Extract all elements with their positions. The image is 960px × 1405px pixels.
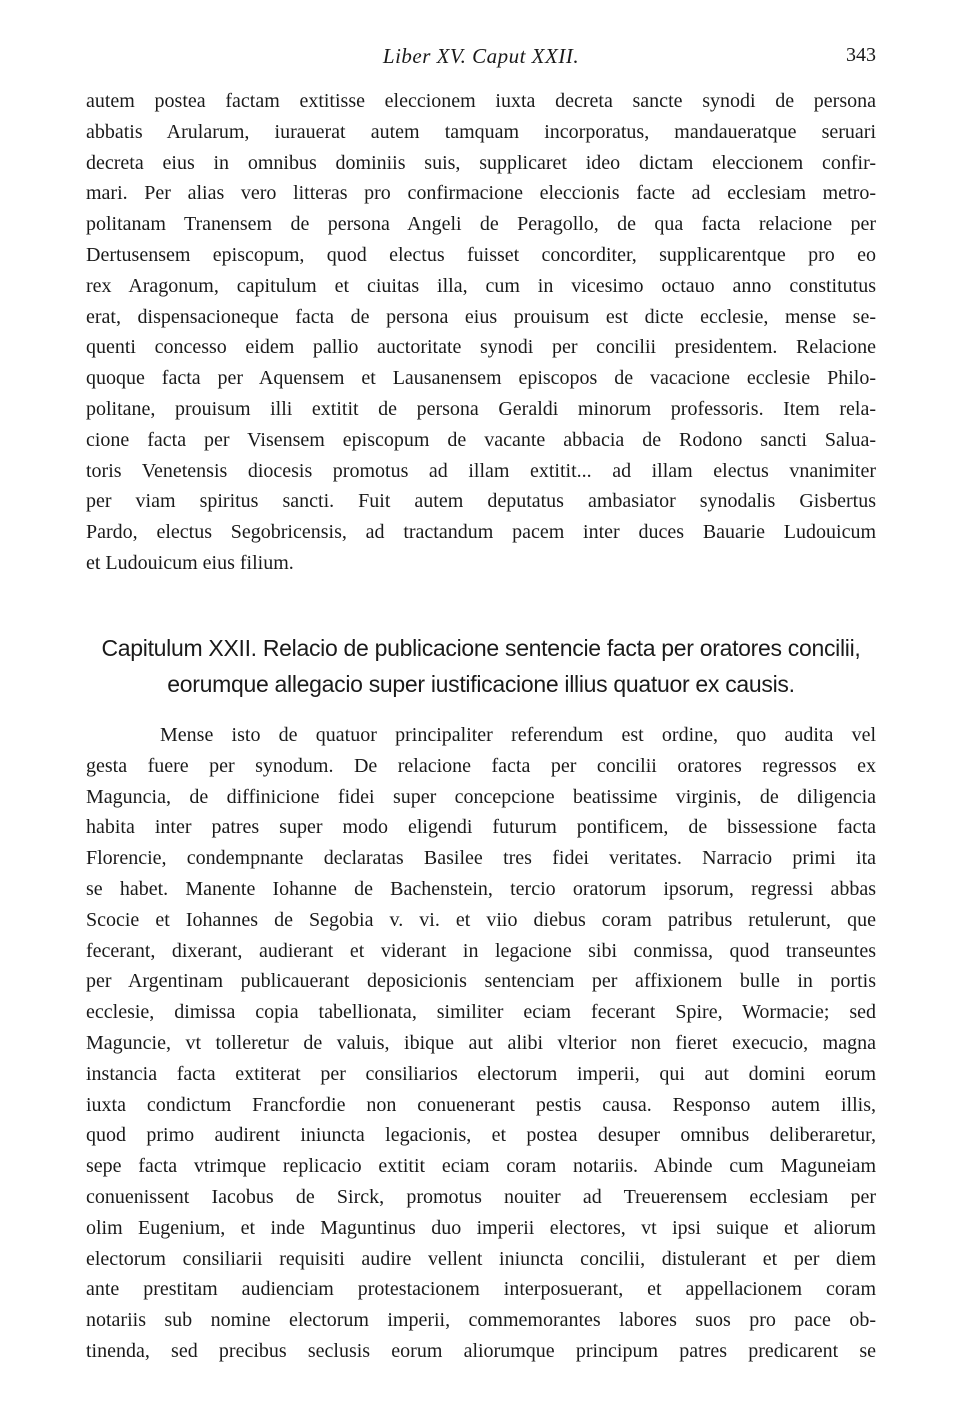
text-line: Scocie et Iohannes de Segobia v. vi. et viio diebus coram patribus retulerunt, que <box>86 908 876 931</box>
text-line: quod primo audirent iniuncta legacionis, et postea desuper omnibus deliberaretur, <box>86 1124 876 1147</box>
text-line: olim Eugenium, et inde Maguntinus duo imperii electores, vt ipsi suique et aliorum <box>86 1216 876 1239</box>
chapter-heading <box>86 630 876 702</box>
text-line: gesta fuere per synodum. De relacione facta per concilii oratores regressos ex <box>86 754 876 777</box>
chapter-heading-line: eorumque allegacio super iustificacione illius quatuor ex causis. <box>167 671 795 697</box>
text-line: rex Aragonum, capitulum et ciuitas illa, cum in vicesimo octauo anno constitutus <box>86 274 876 297</box>
paragraph-continued <box>86 86 876 579</box>
text-line: ecclesie, dimissa copia tabellionata, similiter eciam fecerant Spire, Wormacie; sed <box>86 1001 876 1024</box>
text-line: conuenissent Iacobus de Sirck, promotus nouiter ad Treuerensem ecclesiam per <box>86 1185 876 1208</box>
text-line: decreta eius in omnibus dominiis suis, supplicaret ideo dictam eleccionem confir- <box>86 151 876 174</box>
text-line: politane, prouisum illi extitit de persona Geraldi minorum professoris. Item rela- <box>86 397 876 420</box>
text-line: erat, dispensacioneque facta de persona eius prouisum est dicte ecclesie, mense se- <box>86 305 876 328</box>
text-line: mari. Per alias vero litteras pro confirmacione eleccionis facte ad ecclesiam metro- <box>86 182 876 205</box>
text-line: instancia facta extiterat per consiliarios electorum imperii, qui aut domini eorum <box>86 1062 876 1085</box>
text-line: se habet. Manente Iohanne de Bachenstein, tercio oratorum ipsorum, regressi abbas <box>86 877 876 900</box>
text-line: toris Venetensis diocesis promotus ad illam extitit... ad illam electus vnanimiter <box>86 459 876 482</box>
text-line: autem postea factam extitisse eleccionem iuxta decreta sancte synodi de persona <box>86 90 876 112</box>
text-line: quoque facta per Aquensem et Lausanensem episcopos de vacacione ecclesie Philo- <box>86 367 876 390</box>
text-line: sepe facta vtrimque replicacio extitit eciam coram notariis. Abinde cum Maguneiam <box>86 1155 876 1178</box>
text-line: cione facta per Visensem episcopum de vacante abbacia de Rodono sancti Salua- <box>86 428 876 451</box>
text-line: notariis sub nomine electorum imperii, commemorantes labores suos pro pace ob- <box>86 1309 876 1332</box>
text-line: ante prestitam audienciam protestacionem interposuerant, et appellacionem coram <box>86 1278 876 1301</box>
page-number: 343 <box>846 44 876 66</box>
text-line: iuxta condictum Francfordie non conuenerant pestis causa. Responso autem illis, <box>86 1093 876 1116</box>
running-title: Liber XV. Caput XXII. <box>382 44 580 68</box>
text-line: fecerant, dixerant, audierant et viderant in legacione sibi conmissa, quod transeuntes <box>86 939 876 962</box>
text-line: Pardo, electus Segobricensis, ad tractandum pacem inter duces Bauarie Ludouicum <box>86 521 876 544</box>
text-line: Florencie, condempnante declaratas Basilee tres fidei veritates. Narracio primi ita <box>86 847 876 870</box>
text-line: politanam Tranensem de persona Angeli de Peragollo, de qua facta relacione per <box>86 213 876 236</box>
text-line: per viam spiritus sancti. Fuit autem deputatus ambasiator synodalis Gisbertus <box>86 490 876 513</box>
text-line: quenti concesso eidem pallio auctoritate synodi per concilii presidentem. Relacione <box>86 336 876 359</box>
text-line: per Argentinam publicauerant deposicionis sentenciam per affixionem bulle in portis <box>86 970 876 993</box>
text-line: electorum consiliarii requisiti audire vellent iniuncta concilii, distulerant et per diem <box>86 1247 876 1270</box>
paragraph-chapter-body <box>86 720 876 1367</box>
text-line: Maguncia, de diffinicione fidei super concepcione beatissime virginis, de diligencia <box>86 785 876 808</box>
text-line: tinenda, sed precibus seclusis eorum aliorumque principum patres predicarent se <box>86 1339 876 1362</box>
text-line: Maguncie, vt tolleretur de valuis, ibique aut alibi vlterior non fieret execucio, magna <box>86 1031 876 1054</box>
running-head <box>86 44 876 76</box>
text-line: Mense isto de quatuor principaliter referendum est ordine, quo audita vel <box>160 724 876 746</box>
text-line: et Ludouicum eius filium. <box>86 551 294 574</box>
text-line: Dertusensem episcopum, quod electus fuisset concorditer, supplicarentque pro eo <box>86 243 876 266</box>
text-line: abbatis Arularum, iurauerat autem tamquam incorporatus, mandaueratque seruari <box>86 120 876 143</box>
text-line: habita inter patres super modo eligendi futurum pontificem, de bissessione facta <box>86 816 876 839</box>
chapter-heading-line: Capitulum XXII. Relacio de publicacione sentencie facta per oratores concilii, <box>101 635 861 661</box>
